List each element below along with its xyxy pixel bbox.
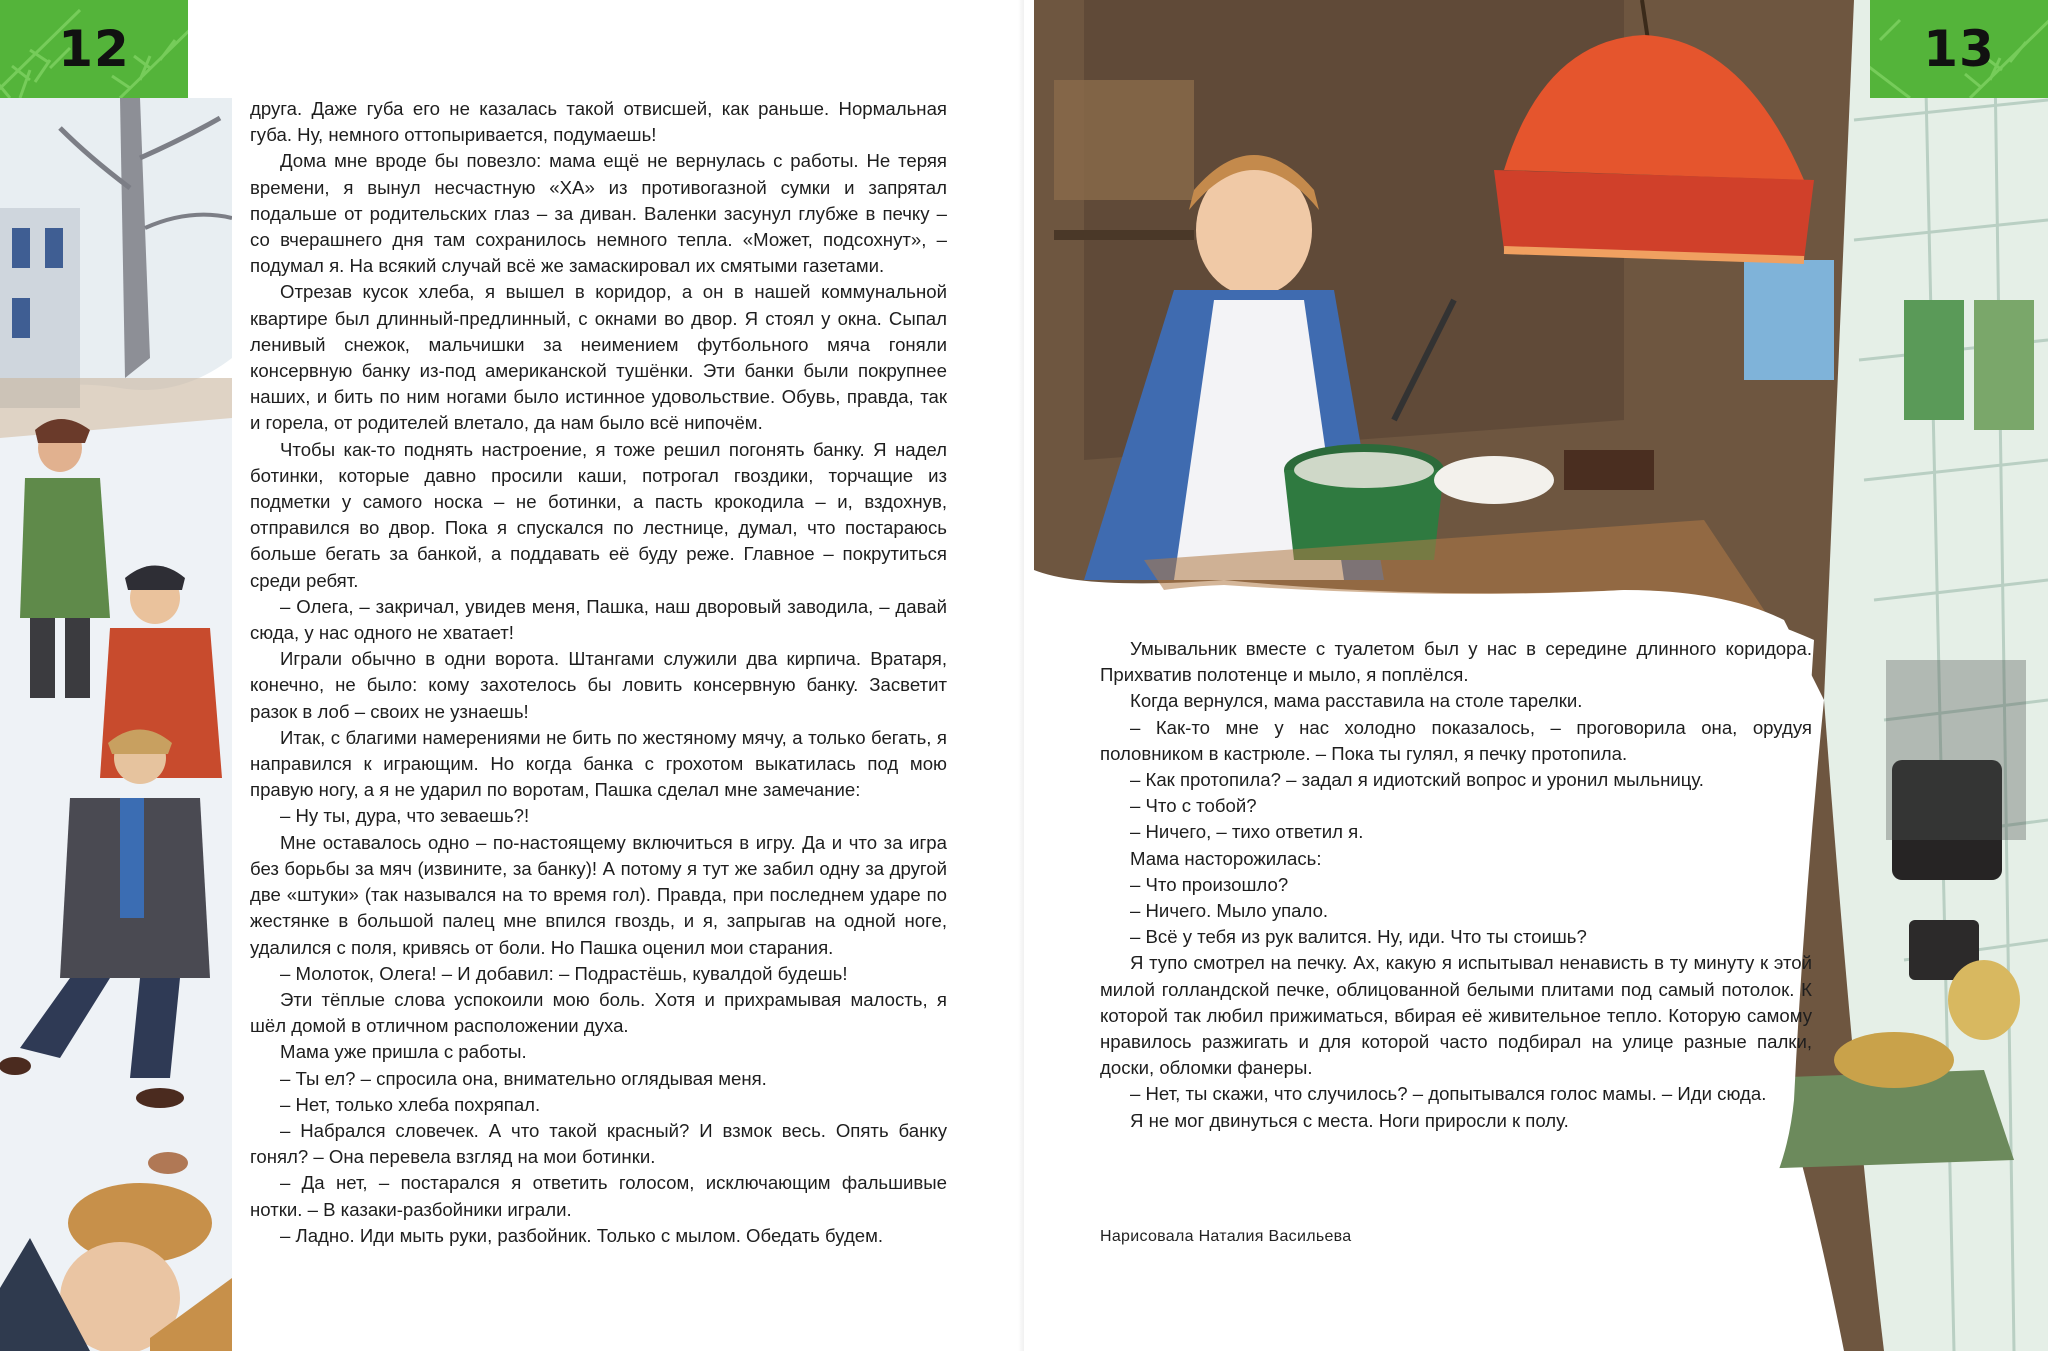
paragraph: – Ничего. Мыло упало. [1130,900,1329,922]
paragraph: – Как-то мне у нас холодно показалось, – проговорила она, орудуя половником в кастрюле. – Пока ты гулял, я печку протопила. [1100,716,1812,764]
paragraph: Мама насторожилась: [1130,847,1322,869]
paragraph: Мне оставалось одно – по-настоящему включиться в игру. Да и что за игра без борьбы за мяч (извините, за банку)! А потому я тут же забил одну за другой две «штуки» (так назывался на то время гол). Правда, при последнем ударе по жестянке в большой палец мне впился гвоздь, и я, запрыгав на одной ноге, удалился с поля, кривясь от боли. Но Пашка оценил мои старания. [250,831,947,958]
paragraph: – Ты ел? – спросила она, внимательно оглядывая меня. [280,1067,767,1089]
paragraph: – Ну ты, дура, что зеваешь?! [280,805,530,827]
paragraph: – Как протопила? – задал я идиотский вопрос и уронил мыльницу. [1130,769,1704,791]
paragraph: – Нет, только хлеба похряпал. [280,1093,541,1115]
paragraph: – Всё у тебя из рук валится. Ну, иди. Что ты стоишь? [1130,926,1587,948]
paragraph: Итак, с благими намерениями не бить по жестяному мячу, а только бегать, я направился к играющим. Но когда банка с грохотом выкатилась под мою правую ногу, а я не ударил по воротам, Пашка сделал мне замечание: [250,726,947,801]
paragraph: Когда вернулся, мама расставила на столе тарелки. [1130,690,1583,712]
paragraph: Мама уже пришла с работы. [280,1041,527,1063]
right-text-column [1100,636,1812,1134]
paragraph: Дома мне вроде бы повезло: мама ещё не вернулась с работы. Не теряя времени, я вынул несчастную «ХА» из противогазной сумки и запрятал подальше от родительских глаз – за диван. Валенки засунул глубже в печку – со вчерашнего дня там сохранилось немного тепла. «Может, подсохнут», – подумал я. На всякий случай всё же замаскировал их смятыми газетами. [250,150,947,277]
paragraph: Умывальник вместе с туалетом был у нас в середине длинного коридора. Прихватив полотенце и мыло, я поплёлся. [1100,638,1812,686]
paragraph: – Нет, ты скажи, что случилось? – допытывался голос мамы. – Иди сюда. [1130,1083,1767,1105]
paragraph: – Что с тобой? [1130,795,1257,817]
paragraph: Отрезав кусок хлеба, я вышел в коридор, а он в нашей коммунальной квартире был длинный-предлинный, с окнами во двор. Я стоял у окна. Сыпал ленивый снежок, мальчишки за неимением футбольного мяча гоняли консервную банку из-под американской тушёнки. Эти банки были покрупнее наших, и бить по ним ногами было истинное удовольствие. Обувь, правда, так и горела, от родителей влетало, да нам было всё нипочём. [250,281,947,434]
paragraph: – Набрался словечек. А что такой красный? И взмок весь. Опять банку гонял? – Она перевела взгляд на мои ботинки. [250,1119,947,1168]
paragraph: друга. Даже губа его не казалась такой отвисшей, как раньше. Нормальная губа. Ну, немного оттопыривается, подумаешь! [250,98,947,146]
paragraph: – Ничего, – тихо ответил я. [1130,821,1364,843]
page-number-tab-right [1870,0,2048,98]
paragraph: Я тупо смотрел на печку. Ах, какую я испытывал ненависть в ту минуту к этой милой голландской печке, облицованной белыми плитами под самый потолок. К которой так любил прижиматься, вбирая её живительное тепло. Которую самому нравилось разжигать и для которой часто подбирал на улице разные палки, доски, обломки фанеры. [1100,952,1812,1079]
page-number: 13 [1923,20,1995,78]
paragraph: Играли обычно в одни ворота. Штангами служили два кирпича. Вратаря, конечно, не было: кому захотелось бы ловить консервную банку. Засветит разок в лоб – своих не узнаешь! [250,648,947,722]
paragraph: Эти тёплые слова успокоили мою боль. Хотя и прихрамывая малость, я шёл домой в отличном расположении духа. [250,988,947,1037]
paragraph: – Ладно. Иди мыть руки, разбойник. Только с мылом. Обедать будем. [280,1224,884,1246]
paragraph: – Да нет, – постарался я ответить голосом, исключающим фальшивые нотки. – В казаки-разбойники играли. [250,1172,947,1220]
right-page [1024,0,2048,1351]
left-text-column [250,96,947,1249]
paragraph: – Олега, – закричал, увидев меня, Пашка, наш дворовый заводила, – давай сюда, у нас одного не хватает! [250,595,947,644]
paragraph: Я не мог двинуться с места. Ноги приросли к полу. [1130,1109,1569,1131]
illustrator-credit: Нарисовала Наталия Васильева [1100,1228,1352,1245]
yard-illustration [0,98,232,1351]
page-number-tab-left [0,0,188,98]
paragraph: – Что произошло? [1130,873,1289,895]
page-number: 12 [58,20,130,78]
paragraph: Чтобы как-то поднять настроение, я тоже решил погонять банку. Я надел ботинки, которые давно просили каши, потрогал гвоздики, торчащие из подметки у самого носка – не ботинки, а пасть крокодила – и, вздохнув, отправился во двор. Пока я спускался по лестнице, думал, что постараюсь больше бегать за банкой, а поддавать её буду реже. Главное – покрутиться среди ребят. [250,438,947,591]
paragraph: – Молоток, Олега! – И добавил: – Подрастёшь, кувалдой будешь! [280,962,848,984]
